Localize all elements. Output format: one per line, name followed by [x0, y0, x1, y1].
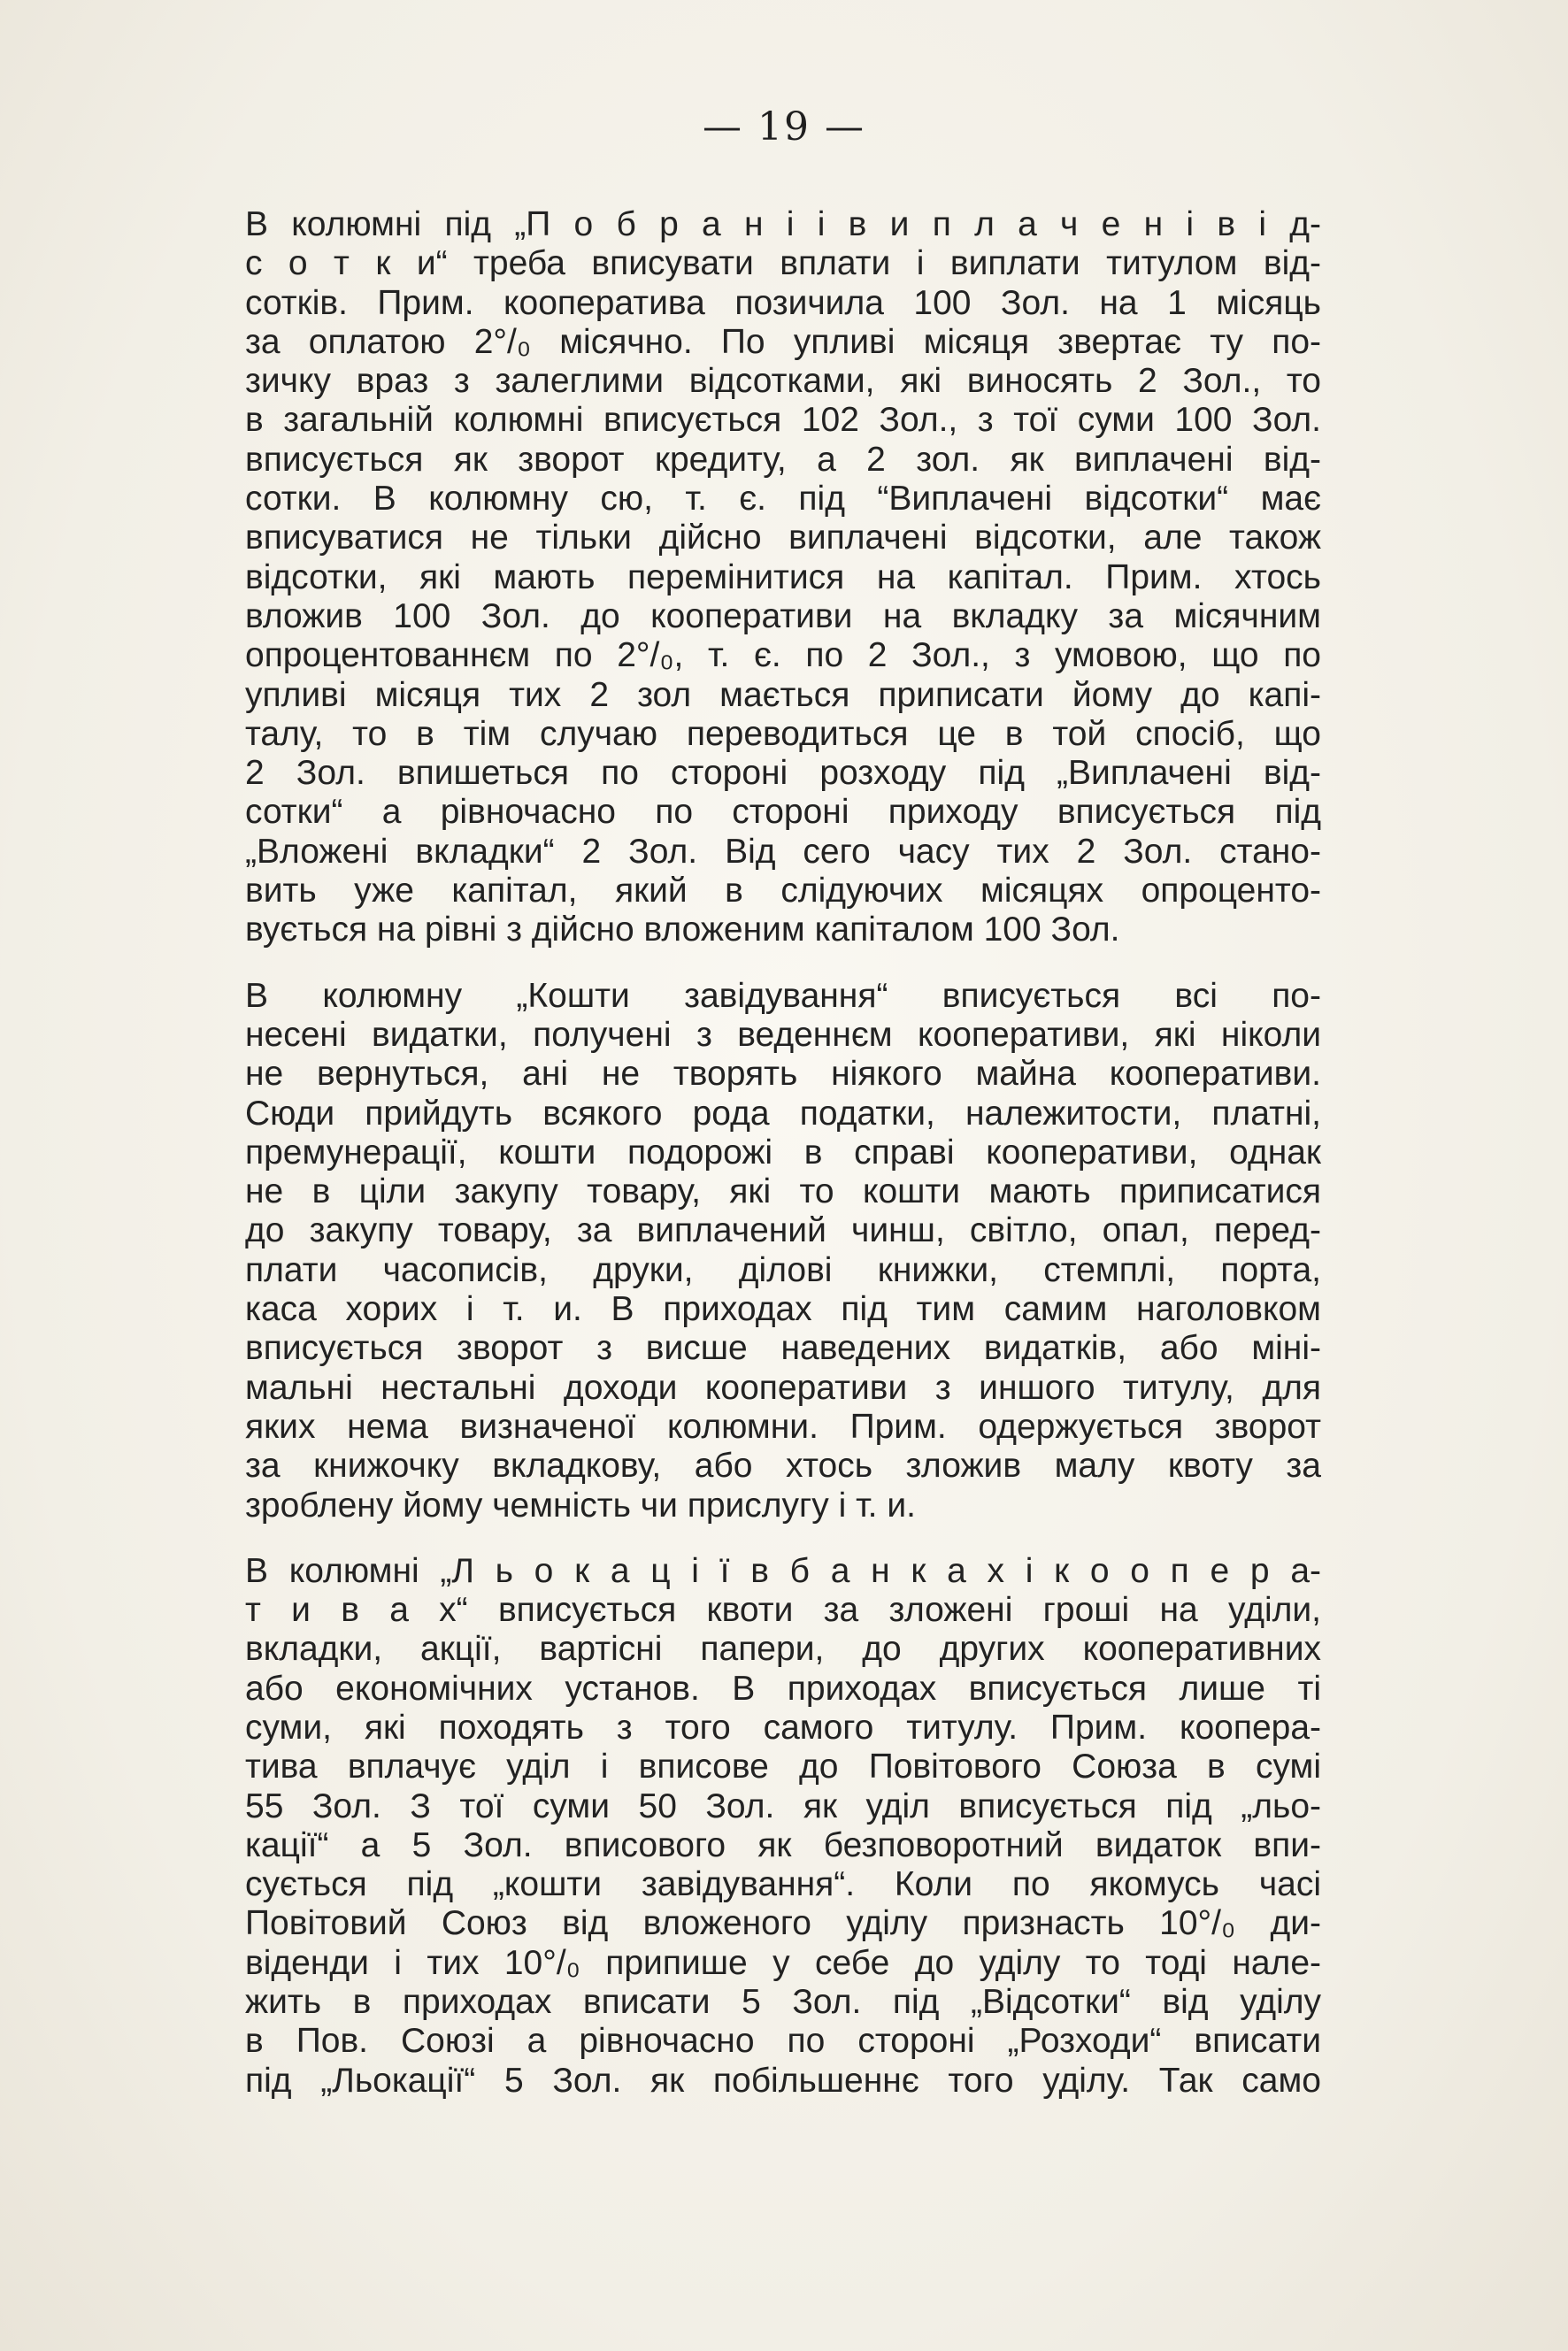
text-line: не вернуться, ані не творять ніякого майна кооперативи. — [245, 1055, 1321, 1094]
text-line: талу, то в тім случаю переводиться це в той спосіб, що — [245, 714, 1321, 753]
text-line: вить уже капітал, який в слідуючих місяцях опроценто- — [245, 872, 1321, 910]
text-line: вложив 100 Зол. до кооперативи на вкладку за місячним — [245, 596, 1321, 635]
text-line: суми, які походять з того самого титулу. Прим. коопера- — [245, 1708, 1321, 1747]
text-line: за книжочку вкладкову, або хтось зложив малу квоту за — [245, 1447, 1321, 1486]
text-line: не в ціли закупу товару, які то кошти мають приписатися — [245, 1172, 1321, 1211]
text-line: мальні нестальні доходи кооперативи з иншого титулу, для — [245, 1368, 1321, 1407]
text-line: в загальній колюмні вписується 102 Зол., з тої суми 100 Зол. — [245, 401, 1321, 440]
text-line: каса хорих і т. и. В приходах під тим самим наголовком — [245, 1290, 1321, 1329]
text-line: тива вплачує уділ і вписове до Повітового Союза в сумі — [245, 1748, 1321, 1786]
text-line: жить в приходах вписати 5 Зол. під „Відсотки“ від уділу — [245, 1983, 1321, 2022]
text-line: сотки. В колюмну сю, т. є. під “Виплачені відсотки“ має — [245, 480, 1321, 519]
body-text — [144, 205, 1321, 2101]
text-line: вкладки, акції, вартісні папери, до других кооперативних — [245, 1630, 1321, 1669]
paragraph-1 — [144, 205, 1321, 950]
text-line: до закупу товару, за виплачений чинш, світло, опал, перед- — [245, 1211, 1321, 1250]
text-line: кації“ а 5 Зол. вписового як безповоротний видаток впи- — [245, 1825, 1321, 1864]
text-line: або економічних установ. В приходах вписується лише ті — [245, 1669, 1321, 1708]
text-line: яких нема визначеної колюмни. Прим. одержується зворот — [245, 1407, 1321, 1446]
text-line: Повітовий Союз від вложеного уділу признасть 10°/₀ ди- — [245, 1904, 1321, 1943]
text-line: вписується зворот з висше наведених видатків, або міні- — [245, 1329, 1321, 1368]
text-line: В колюмну „Кошти завідування“ вписується всі по- — [245, 976, 1321, 1015]
text-line: с о т к и“ треба вписувати вплати і виплати титулом від- — [245, 244, 1321, 283]
text-line: опроцентованнєм по 2°/₀, т. є. по 2 Зол., з умовою, що по — [245, 636, 1321, 675]
text-line: несені видатки, получені з веденнєм кооперативи, які ніколи — [245, 1015, 1321, 1054]
text-line: В колюмні „Л ь о к а ц і ї в б а н к а х і к о о п е р а- — [245, 1551, 1321, 1590]
text-line: вписується як зворот кредиту, а 2 зол. як виплачені від- — [245, 440, 1321, 479]
text-line: вується на рівні з дійсно вложеним капіталом 100 Зол. — [245, 910, 1120, 949]
text-line: сотки“ а рівночасно по стороні приходу вписується під — [245, 793, 1321, 832]
text-line: вписуватися не тільки дійсно виплачені відсотки, але також — [245, 519, 1321, 557]
paragraph-2 — [144, 977, 1321, 1525]
text-line: упливі місяця тих 2 зол мається приписати йому до капі- — [245, 675, 1321, 714]
text-line: зичку враз з залеглими відсотками, які виносять 2 Зол., то — [245, 362, 1321, 401]
paragraph-3 — [144, 1552, 1321, 2101]
text-line: т и в а х“ вписується квоти за зложені гроші на уділи, — [245, 1591, 1321, 1630]
text-line: Сюди прийдуть всякого рода податки, належитости, платні, — [245, 1094, 1321, 1133]
text-line: „Вложені вкладки“ 2 Зол. Від сего часу тих 2 Зол. стано- — [245, 832, 1321, 871]
text-line: В колюмні під „П о б р а н і і в и п л а ч е н і в і д- — [245, 205, 1321, 243]
text-line: віденди і тих 10°/₀ припише у себе до уділу то тоді нале- — [245, 1943, 1321, 1982]
text-line: плати часописів, друки, ділові книжки, стемплі, порта, — [245, 1250, 1321, 1289]
text-line: зроблену йому чемність чи прислугу і т. и. — [245, 1486, 916, 1525]
text-line: сується під „кошти завідування“. Коли по якомусь часі — [245, 1865, 1321, 1904]
text-line: премунерації, кошти подорожі в справі кооперативи, однак — [245, 1133, 1321, 1172]
text-line: сотків. Прим. кооператива позичила 100 Зол. на 1 місяць — [245, 283, 1321, 322]
text-line: відсотки, які мають перемінитися на капітал. Прим. хтось — [245, 557, 1321, 596]
text-line: 2 Зол. впишеться по стороні розходу під „Виплачені від- — [245, 754, 1321, 793]
text-line: в Пов. Союзі а рівночасно по стороні „Розходи“ вписати — [245, 2022, 1321, 2061]
page-number: — 19 — — [703, 104, 865, 150]
text-line: під „Льокації“ 5 Зол. як побільшеннє того уділу. Так само — [245, 2061, 1321, 2100]
text-line: за оплатою 2°/₀ місячно. По упливі місяця звертає ту по- — [245, 322, 1321, 361]
text-line: 55 Зол. З тої суми 50 Зол. як уділ вписується під „льо- — [245, 1786, 1321, 1825]
